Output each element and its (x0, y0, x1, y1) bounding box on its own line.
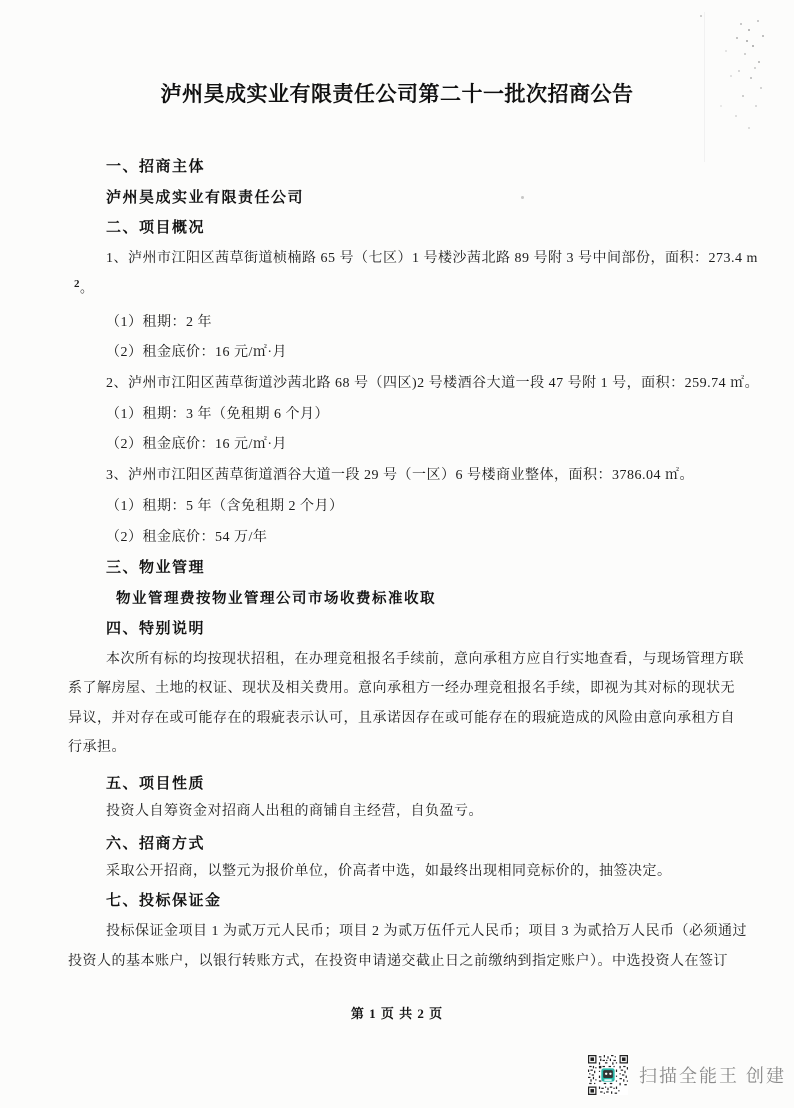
section-4-heading: 四、特别说明 (106, 620, 206, 637)
page-number: 第 1 页 共 2 页 (350, 1006, 444, 1021)
camscanner-qr-code-icon (588, 1055, 628, 1095)
project-3-rent-price: （2）租金底价：54 万/年 (106, 530, 268, 545)
scan-edge-streak (704, 12, 705, 162)
project-2-rent-price: （2）租金底价：16 元/㎡·月 (106, 437, 288, 452)
section-1-heading: 一、招商主体 (106, 158, 206, 175)
special-notes-line-4: 行承担。 (68, 740, 126, 755)
section-3-body: 物业管理费按物业管理公司市场收费标准收取 (116, 591, 436, 607)
special-notes-line-2: 系了解房屋、土地的权证、现状及相关费用。意向承租方一经办理竞租报名手续，即视为其对标的现状无 (68, 681, 735, 696)
section-2-heading: 二、项目概况 (106, 219, 206, 236)
document-title: 泸州昊成实业有限责任公司第二十一批次招商公告 (160, 82, 634, 106)
scan-noise-artifact (700, 15, 702, 17)
project-1-address-line-2 (74, 277, 94, 299)
camscanner-watermark-label: 扫描全能王 创建 (639, 1066, 787, 1086)
deposit-line-1: 投标保证金项目 1 为贰万元人民币；项目 2 为贰万伍仟元人民币；项目 3 为贰拾万人民币（必须通过 (106, 924, 747, 939)
deposit-line-2: 投资人的基本账户，以银行转账方式，在投资申请递交截止日之前缴纳到指定账户）。中选投资人在签订 (68, 954, 728, 969)
project-3-address: 3、泸州市江阳区茜草街道酒谷大道一段 29 号（一区）6 号楼商业整体，面积：3786.04 ㎡。 (106, 468, 694, 483)
superscript-2: 2 (74, 278, 80, 290)
special-notes-line-1: 本次所有标的均按现状招租，在办理竞租报名手续前，意向承租方应自行实地查看，与现场管理方联 (106, 652, 744, 667)
project-3-lease-term: （1）租期：5 年（含免租期 2 个月） (106, 499, 344, 514)
section-6-heading: 六、招商方式 (106, 835, 206, 852)
special-notes-line-3: 异议，并对存在或可能存在的瑕疵表示认可，且承诺因存在或可能存在的瑕疵造成的风险由意向承租方自 (68, 711, 735, 726)
section-6-body: 采取公开招商，以整元为报价单位，价高者中选，如最终出现相同竞标价的，抽签决定。 (106, 864, 672, 879)
section-7-heading: 七、投标保证金 (106, 892, 222, 909)
project-2-lease-term: （1）租期：3 年（免租期 6 个月） (106, 407, 329, 422)
project-1-lease-term: （1）租期：2 年 (106, 315, 212, 330)
section-5-heading: 五、项目性质 (106, 775, 206, 792)
section-1-body: 泸州昊成实业有限责任公司 (106, 189, 305, 206)
section-3-heading: 三、物业管理 (106, 559, 206, 576)
period-mark: 。 (80, 280, 94, 295)
section-5-body: 投资人自筹资金对招商人出租的商铺自主经营，自负盈亏。 (106, 804, 483, 819)
project-1-rent-price: （2）租金底价：16 元/㎡·月 (106, 345, 288, 360)
project-1-address-line-1: 1、泸州市江阳区茜草街道桢楠路 65 号（七区）1 号楼沙茜北路 89 号附 3 号中间部份，面积：273.4 m (106, 251, 758, 266)
project-2-address: 2、泸州市江阳区茜草街道沙茜北路 68 号（四区)2 号楼酒谷大道一段 47 号附 1 号，面积：259.74 ㎡。 (106, 376, 760, 391)
scan-dot-artifact (521, 196, 524, 199)
